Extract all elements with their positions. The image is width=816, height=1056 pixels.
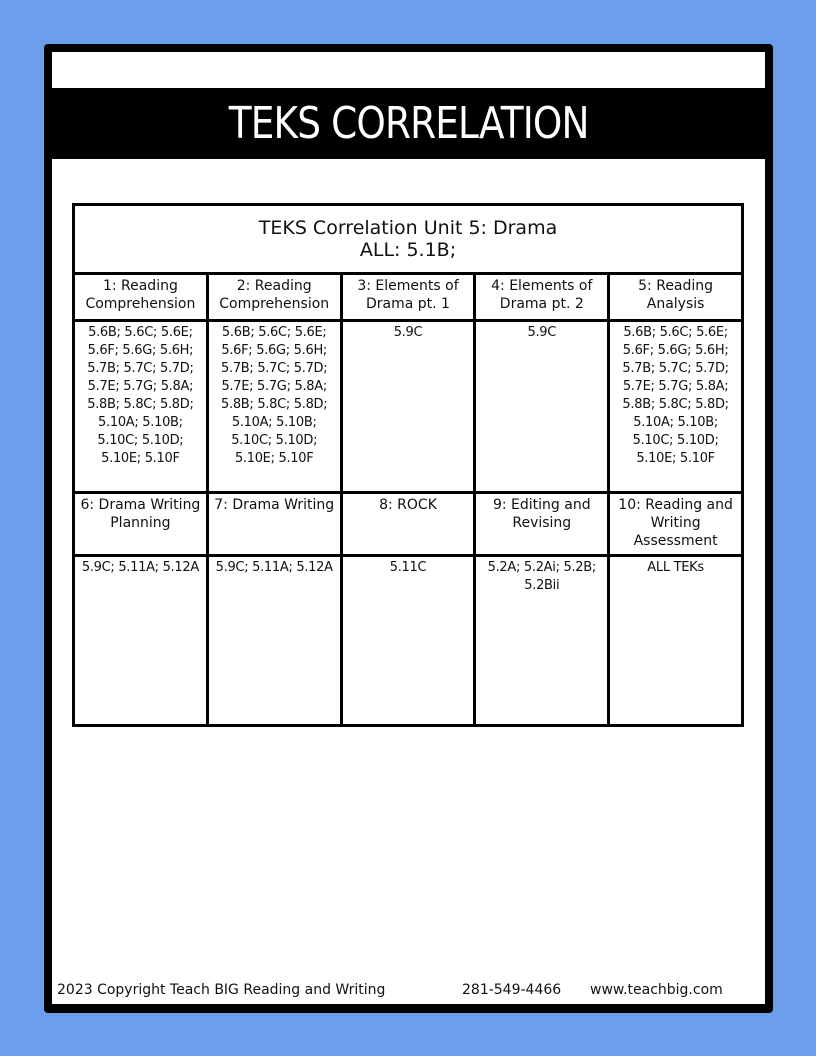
teks-cell: 5.11C [341, 556, 475, 726]
table-row [74, 321, 743, 493]
teks-cell: ALL TEKs [609, 556, 743, 726]
lesson-header: 10: Reading and Writing Assessment [609, 493, 743, 556]
lesson-header: 9: Editing and Revising [475, 493, 609, 556]
copyright-text: 2023 Copyright Teach BIG Reading and Writing [57, 982, 386, 998]
footer [57, 982, 737, 1002]
lesson-header: 8: ROCK [341, 493, 475, 556]
teks-cell: 5.6B; 5.6C; 5.6E; 5.6F; 5.6G; 5.6H; 5.7B; 5.7C; 5.7D; 5.7E; 5.7G; 5.8A; 5.8B; 5.8C; 5.8D; 5.10A; 5.10B; 5.10C; 5.10D; 5.10E; 5.10F [207, 321, 341, 493]
table-row [74, 274, 743, 321]
lesson-header: 3: Elements of Drama pt. 1 [341, 274, 475, 321]
lesson-header: 4: Elements of Drama pt. 2 [475, 274, 609, 321]
lesson-header: 1: Reading Comprehension [74, 274, 208, 321]
teks-cell: 5.9C [475, 321, 609, 493]
lesson-header: 6: Drama Writing Planning [74, 493, 208, 556]
phone-number: 281-549-4466 [462, 982, 562, 998]
table-title-cell [74, 205, 743, 274]
teks-cell: 5.2A; 5.2Ai; 5.2B; 5.2Bii [475, 556, 609, 726]
lesson-header: 2: Reading Comprehension [207, 274, 341, 321]
lesson-header: 7: Drama Writing [207, 493, 341, 556]
teks-cell: 5.9C; 5.11A; 5.12A [207, 556, 341, 726]
table-row [74, 493, 743, 556]
teks-cell: 5.9C [341, 321, 475, 493]
teks-cell: 5.6B; 5.6C; 5.6E; 5.6F; 5.6G; 5.6H; 5.7B; 5.7C; 5.7D; 5.7E; 5.7G; 5.8A; 5.8B; 5.8C; 5.8D; 5.10A; 5.10B; 5.10C; 5.10D; 5.10E; 5.10F [609, 321, 743, 493]
lesson-header: 5: Reading Analysis [609, 274, 743, 321]
page-title: TEKS CORRELATION [228, 98, 589, 149]
teks-cell: 5.9C; 5.11A; 5.12A [74, 556, 208, 726]
table-title: TEKS Correlation Unit 5: Drama [258, 217, 558, 239]
teks-correlation-table [72, 203, 744, 727]
title-banner [52, 88, 765, 159]
table-subtitle: ALL: 5.1B; [359, 239, 457, 261]
table-title-row [74, 205, 743, 274]
website-link[interactable]: www.teachbig.com [590, 982, 723, 998]
table-row [74, 556, 743, 726]
teks-cell: 5.6B; 5.6C; 5.6E; 5.6F; 5.6G; 5.6H; 5.7B; 5.7C; 5.7D; 5.7E; 5.7G; 5.8A; 5.8B; 5.8C; 5.8D; 5.10A; 5.10B; 5.10C; 5.10D; 5.10E; 5.10F [74, 321, 208, 493]
